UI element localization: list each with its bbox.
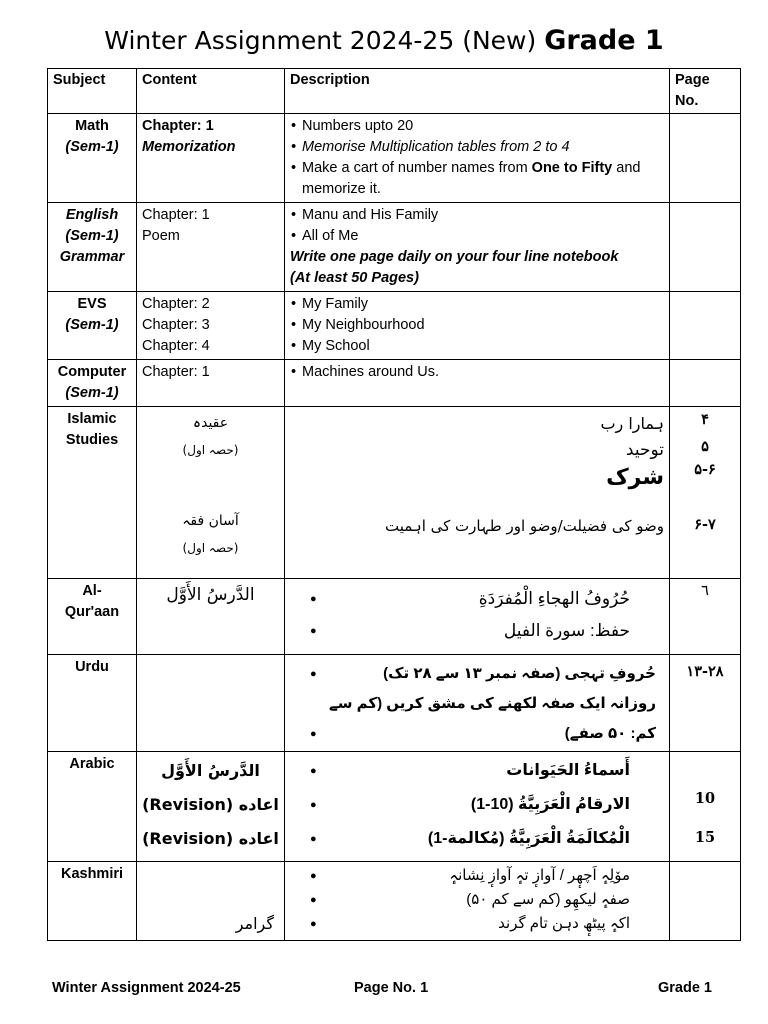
list-item: • Memorise Multiplication tables from 2 to 4 bbox=[302, 137, 664, 158]
subject-al-quraan: Al- Qur'aan bbox=[48, 579, 137, 655]
content-arabic: الدَّرسُ الأَوَّل اعاده (Revision) اعاده (Revision) bbox=[137, 752, 285, 862]
row-math bbox=[48, 114, 741, 203]
page-kashmiri bbox=[670, 862, 741, 941]
subject-evs: EVS (Sem-1) bbox=[48, 292, 137, 360]
assignment-table bbox=[47, 68, 741, 941]
description-al-quraan bbox=[285, 579, 670, 655]
page-evs bbox=[670, 292, 741, 360]
header-page-no: Page No. bbox=[670, 69, 741, 114]
description-english: • Manu and His Family • All of Me Write one page daily on your four line notebook (At least 50 Pages) bbox=[285, 203, 670, 292]
page-urdu: ۱۳-۲۸ bbox=[670, 655, 741, 752]
row-al-quraan bbox=[48, 579, 741, 655]
content-al-quraan: الدَّرسُ الأَوَّل bbox=[137, 579, 285, 655]
description-evs bbox=[285, 292, 670, 360]
list-item: • Machines around Us. bbox=[302, 362, 664, 383]
content-english: Chapter: 1 Poem bbox=[137, 203, 285, 292]
description-math bbox=[285, 114, 670, 203]
description-urdu bbox=[285, 655, 670, 752]
list-item: • My Family bbox=[302, 294, 664, 315]
row-urdu bbox=[48, 655, 741, 752]
subject-arabic: Arabic bbox=[48, 752, 137, 862]
description-computer bbox=[285, 360, 670, 407]
list-item: • All of Me bbox=[302, 226, 664, 247]
description-kashmiri bbox=[285, 862, 670, 941]
list-item: اکہٕ پیٹھٕ دہن تام گرند ● bbox=[312, 912, 634, 936]
page-title bbox=[0, 24, 768, 58]
content-kashmiri: گرامر bbox=[137, 862, 285, 941]
list-item: حُروفِ تہجی (صفہ نمبر ۱۳ سے ۲۸ تک) ● bbox=[312, 659, 660, 689]
list-item: • My School bbox=[302, 336, 664, 357]
list-item: حفظ: سورة الفيل ● bbox=[312, 615, 634, 647]
header-description: Description bbox=[285, 69, 670, 114]
row-english bbox=[48, 203, 741, 292]
row-arabic bbox=[48, 752, 741, 862]
content-evs: Chapter: 2 Chapter: 3 Chapter: 4 bbox=[137, 292, 285, 360]
subject-computer: Computer (Sem-1) bbox=[48, 360, 137, 407]
list-item: مۆلِہٕ اَچھٕر / آوازٕ تہٕ آوازٕ نِشانہٕ ● bbox=[312, 864, 634, 888]
subject-kashmiri: Kashmiri bbox=[48, 862, 137, 941]
page-islamic-studies: ۴ ۵ ۵-۶ ۶-۷ bbox=[670, 407, 741, 579]
page-al-quraan: ٦ bbox=[670, 579, 741, 655]
content-islamic-studies: عقیدہ (حصہ اول) آسان فقہ (حصہ اول) bbox=[137, 407, 285, 579]
title-main: Winter Assignment 2024-25 (New) bbox=[104, 26, 545, 55]
subject-urdu: Urdu bbox=[48, 655, 137, 752]
list-item: • Make a cart of number names from One to Fifty and memorize it. bbox=[302, 158, 664, 200]
footer-left: Winter Assignment 2024-25 bbox=[52, 980, 241, 996]
list-item: أَسماءُ الحَيَوانات ● bbox=[312, 754, 634, 788]
footer-grade: Grade 1 bbox=[658, 980, 712, 996]
list-item: • Numbers upto 20 bbox=[302, 116, 664, 137]
header-subject: Subject bbox=[48, 69, 137, 114]
list-item: الْمُكالَمَةُ الْعَرَبِيَّةُ (مُكالمة-1) ● bbox=[312, 822, 634, 856]
description-arabic bbox=[285, 752, 670, 862]
title-grade: Grade 1 bbox=[544, 25, 664, 56]
description-islamic-studies: ہمارا رب توحید شرک وضو کی فضیلت/وضو اور طہارت کی اہمیت bbox=[285, 407, 670, 579]
page-computer bbox=[670, 360, 741, 407]
list-item: • My Neighbourhood bbox=[302, 315, 664, 336]
list-item: الارقامُ الْعَرَبِيَّةُ (10-1) ● bbox=[312, 788, 634, 822]
footer-page-number: Page No. 1 bbox=[354, 980, 429, 996]
list-item: حُرُوفُ الهجاءِ الْمُفرَدَةِ ● bbox=[312, 583, 634, 615]
row-islamic-studies bbox=[48, 407, 741, 579]
row-evs bbox=[48, 292, 741, 360]
content-urdu bbox=[137, 655, 285, 752]
subject-math: Math (Sem-1) bbox=[48, 114, 137, 203]
subject-islamic-studies: Islamic Studies bbox=[48, 407, 137, 579]
list-item: • Manu and His Family bbox=[302, 205, 664, 226]
page-arabic: 10 15 bbox=[670, 752, 741, 862]
header-content: Content bbox=[137, 69, 285, 114]
content-computer: Chapter: 1 bbox=[137, 360, 285, 407]
content-math: Chapter: 1 Memorization bbox=[137, 114, 285, 203]
header-row bbox=[48, 69, 741, 114]
subject-english: English (Sem-1) Grammar bbox=[48, 203, 137, 292]
row-kashmiri bbox=[48, 862, 741, 941]
list-item: صفہٕ لیکھِو (کم سے کم ۵۰) ● bbox=[312, 888, 634, 912]
page-english bbox=[670, 203, 741, 292]
page-math bbox=[670, 114, 741, 203]
list-item: روزانہ ایک صفہ لکھنے کی مشق کریں (کم سے کم: ۵۰ صفے) ● bbox=[312, 689, 660, 749]
row-computer bbox=[48, 360, 741, 407]
